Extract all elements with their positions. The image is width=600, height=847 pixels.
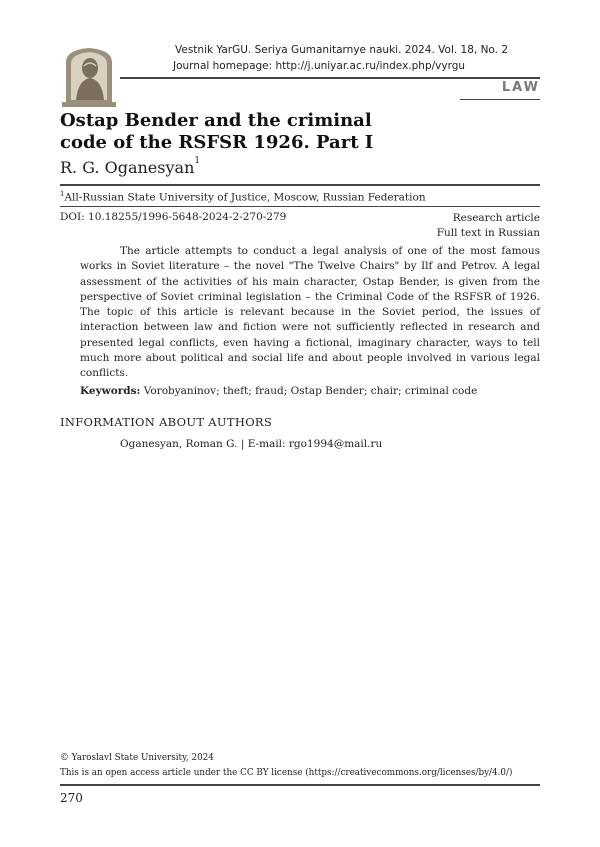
keywords-list: Vorobyaninov; theft; fraud; Ostap Bender; chair; criminal code: [143, 385, 478, 397]
abstract: The article attempts to conduct a legal analysis of one of the most famous works in Soviet literature – the novel "The Twelve Chairs" by Ilf and Petrov. A legal assessment of the activities of his main character, Ostap Bender, is given from the perspective of Soviet criminal legislation – the Criminal Code of the RSFSR of 1926. The topic of this article is relevant because in the Soviet period, the issues of interaction between law and fiction were not sufficiently reflected in research and presented legal conflicts, even having a fictional, imaginary character, ways to tell much more about political and social life and about people involved in various legal conflicts.: [80, 245, 540, 380]
section-tag: LAW: [501, 80, 540, 95]
article-title: Ostap Bender and the criminal code of the RSFSR 1926. Part I: [60, 110, 374, 153]
affiliation-mark: 1: [60, 190, 65, 198]
header-rule: [120, 77, 540, 79]
author-name: [60, 158, 200, 177]
copyright: © Yaroslavl State University, 2024: [60, 753, 214, 763]
author-info-entry: Oganesyan, Roman G. | E-mail: rgo1994@mail.ru: [120, 438, 383, 450]
authors-info-heading: INFORMATION ABOUT AUTHORS: [60, 415, 273, 429]
title-rule: [60, 184, 540, 186]
affiliation-text: All-Russian State University of Justice, Moscow, Russian Federation: [64, 191, 426, 204]
footer-rule: [60, 784, 540, 786]
author-affiliation-mark: 1: [194, 156, 201, 166]
affiliation: [60, 190, 426, 204]
section-rule: [460, 99, 540, 100]
author-name-text: R. G. Oganesyan: [60, 158, 195, 177]
affiliation-rule: [60, 206, 540, 207]
license-notice: This is an open access article under the CC BY license (https://creativecommons.org/licenses/by/4.0/): [60, 768, 513, 778]
keywords-label: Keywords:: [80, 385, 141, 397]
doi-link[interactable]: DOI: 10.18255/1996-5648-2024-2-270-279: [60, 211, 287, 223]
full-text-language: Full text in Russian: [436, 227, 540, 239]
journal-citation: Vestnik YarGU. Seriya Gumanitarnye nauki. 2024. Vol. 18, No. 2: [175, 44, 509, 56]
journal-logo-icon: [60, 44, 118, 108]
keywords: [80, 385, 540, 397]
article-type-block: [437, 211, 540, 241]
page-number: 270: [60, 791, 83, 805]
article-type: Research article: [452, 212, 540, 224]
journal-homepage-link[interactable]: Journal homepage: http://j.uniyar.ac.ru/index.php/vyrgu: [173, 60, 466, 72]
